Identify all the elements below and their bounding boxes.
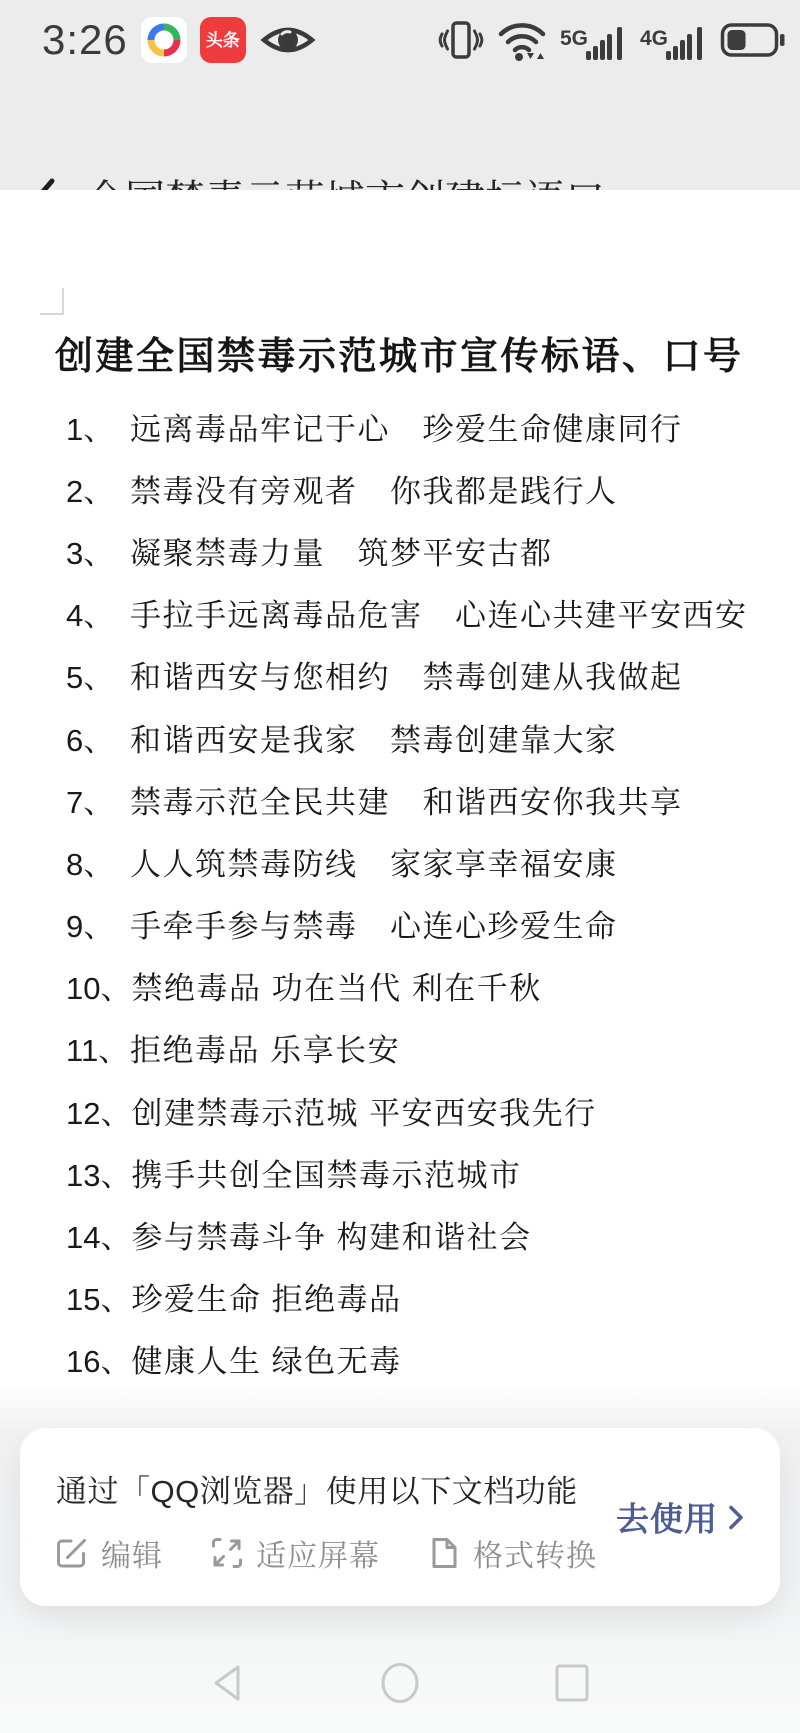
list-item: 7、 禁毒示范全民共建 和谐西安你我共享 — [66, 784, 683, 820]
list-item: 1、 远离毒品牢记于心 珍爱生命健康同行 — [66, 411, 683, 447]
list-item: 12、 创建禁毒示范城 平安西安我先行 — [66, 1095, 597, 1131]
toutiao-icon: 头条 — [200, 17, 246, 63]
battery-icon — [720, 22, 786, 58]
slogan-list — [0, 395, 800, 1390]
fit-screen-feature-button[interactable] — [209, 1531, 380, 1575]
go-use-button[interactable] — [616, 1494, 746, 1541]
back-triangle-icon — [207, 1661, 249, 1705]
document-title: 创建全国禁毒示范城市宣传标语、口号 — [55, 336, 744, 378]
list-item: 5、 和谐西安与您相约 禁毒创建从我做起 — [66, 660, 683, 696]
list-item: 13、 携手共创全国禁毒示范城市 — [66, 1157, 522, 1193]
eye-protection-icon — [259, 19, 317, 61]
feature-label: 格式转换 — [473, 1540, 597, 1573]
edit-icon — [54, 1535, 90, 1571]
signal-4g-icon — [640, 23, 708, 63]
home-circle-icon — [378, 1661, 422, 1705]
signal-5g-icon — [560, 23, 628, 63]
fit-screen-icon — [209, 1535, 245, 1571]
nav-back-button[interactable] — [206, 1659, 250, 1707]
document-preview — [0, 190, 800, 1395]
promo-card-title: 通过「QQ浏览器」使用以下文档功能 — [56, 1474, 578, 1509]
tencent-news-icon — [141, 17, 187, 63]
qq-browser-promo-card — [20, 1428, 780, 1606]
list-item: 15、 珍爱生命 拒绝毒品 — [66, 1282, 402, 1318]
edit-feature-button[interactable] — [54, 1531, 163, 1575]
status-bar-left — [42, 16, 317, 64]
list-item: 8、 人人筑禁毒防线 家家享幸福安康 — [66, 846, 618, 882]
format-convert-feature-button[interactable] — [426, 1531, 597, 1575]
list-item: 2、 禁毒没有旁观者 你我都是践行人 — [66, 473, 618, 509]
go-use-label: 去使用 — [616, 1500, 718, 1538]
list-item: 4、 手拉手远离毒品危害 心连心共建平安西安 — [66, 598, 748, 634]
status-bar-right — [438, 17, 786, 63]
list-item: 10、 禁绝毒品 功在当代 利在千秋 — [66, 971, 542, 1007]
nav-home-button[interactable] — [378, 1659, 422, 1707]
network-5g-label: 5G — [559, 27, 588, 50]
vibrate-icon — [438, 17, 484, 63]
status-bar — [0, 0, 800, 80]
list-item: 14、 参与禁毒斗争 构建和谐社会 — [66, 1220, 532, 1256]
wifi-icon — [496, 17, 548, 63]
feature-label: 适应屏幕 — [256, 1540, 380, 1573]
clock: 3:26 — [42, 16, 128, 63]
network-4g-label: 4G — [639, 27, 668, 50]
list-item: 6、 和谐西安是我家 禁毒创建靠大家 — [66, 722, 618, 758]
page-corner-mark — [40, 288, 64, 315]
chevron-right-icon — [726, 1501, 746, 1533]
list-item: 16、 健康人生 绿色无毒 — [66, 1344, 402, 1380]
format-convert-icon — [426, 1535, 462, 1571]
nav-recents-button[interactable] — [550, 1659, 594, 1707]
recents-square-icon — [551, 1661, 593, 1705]
list-item: 3、 凝聚禁毒力量 筑梦平安古都 — [66, 535, 553, 571]
feature-label: 编辑 — [101, 1540, 163, 1573]
list-item: 9、 手牵手参与禁毒 心连心珍爱生命 — [66, 909, 618, 945]
android-nav-bar — [0, 1633, 800, 1733]
list-item: 11、 拒绝毒品 乐享长安 — [66, 1033, 401, 1069]
file-preview-header — [0, 80, 800, 190]
